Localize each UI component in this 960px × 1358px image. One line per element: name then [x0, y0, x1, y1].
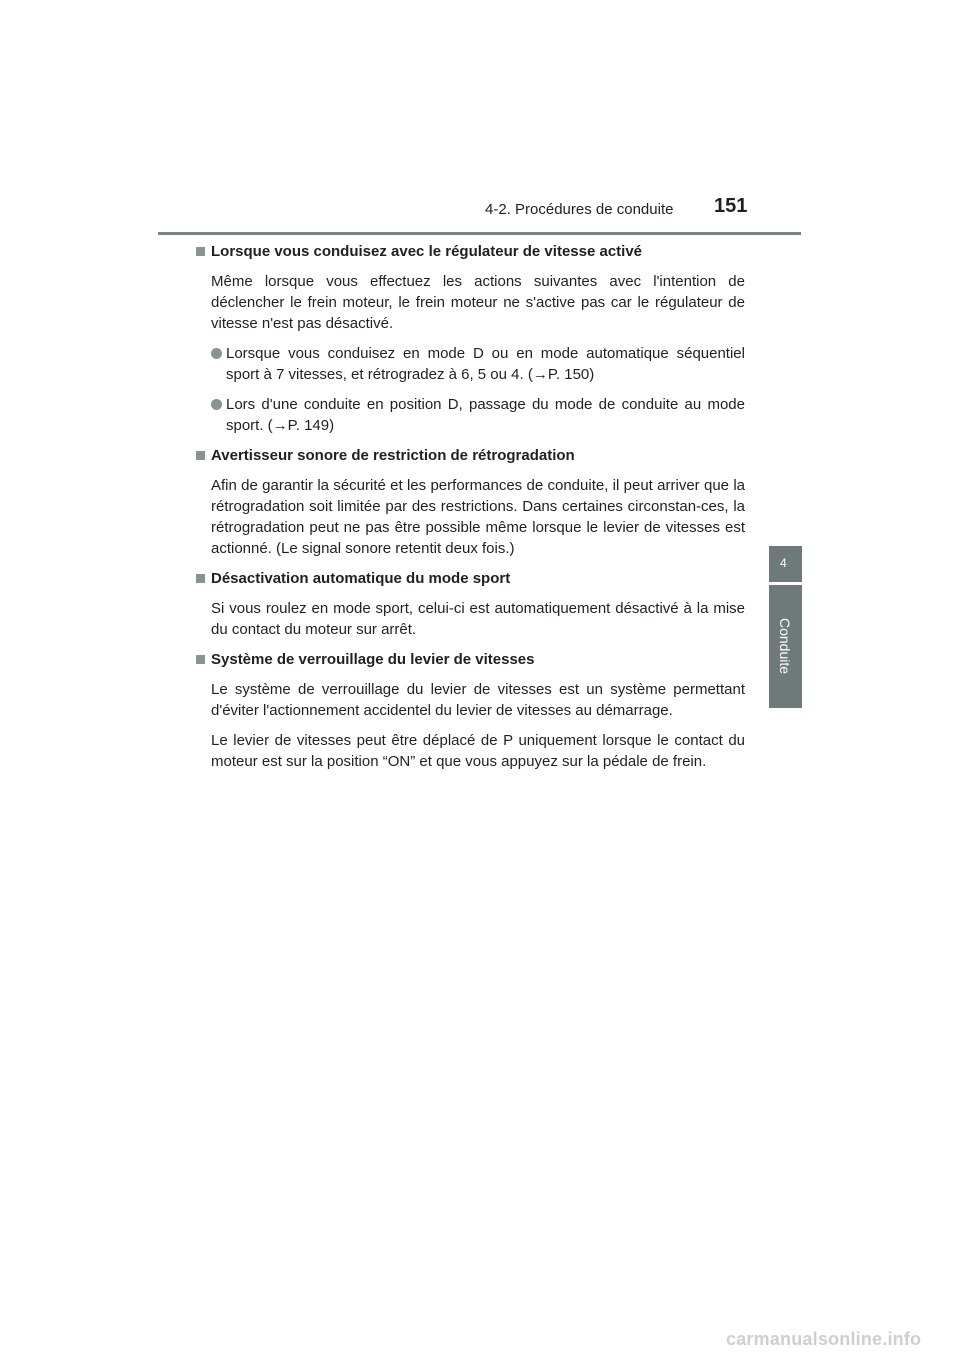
paragraph: Même lorsque vous effectuez les actions suivantes avec l'intention de déclencher le frein moteur, le frein moteur ne s'active pas car le régulateur de vitesse n'est pas désactivé. — [211, 273, 745, 332]
list-item-text: Lorsque vous conduisez en mode D ou en mode automatique séquentiel sport à 7 vitesses, et rétrogradez à 6, 5 ou 4. (→P. 150) — [226, 345, 745, 383]
chapter-label: Conduite — [777, 617, 793, 675]
section-heading-text: Avertisseur sonore de restriction de rétrogradation — [211, 447, 575, 464]
section-heading-text: Désactivation automatique du mode sport — [211, 570, 511, 587]
header-divider — [158, 232, 801, 235]
section-heading — [211, 241, 745, 262]
section-heading — [211, 649, 745, 670]
square-bullet-icon — [196, 247, 205, 256]
page-content — [211, 241, 745, 781]
paragraph: Le levier de vitesses peut être déplacé de P uniquement lorsque le contact du moteur est sur la position “ON” et que vous appuyez sur la pédale de frein. — [211, 732, 745, 770]
section-heading-text: Lorsque vous conduisez avec le régulateur de vitesse activé — [211, 243, 643, 260]
section-heading — [211, 445, 745, 466]
section-title: 4-2. Procédures de conduite — [485, 201, 674, 218]
list-item — [211, 394, 745, 436]
section-heading — [211, 568, 745, 589]
list-item — [211, 343, 745, 385]
square-bullet-icon — [196, 451, 205, 460]
circle-bullet-icon — [211, 399, 222, 410]
circle-bullet-icon — [211, 348, 222, 359]
list-item-text: Lors d'une conduite en position D, passage du mode de conduite au mode sport. (→P. 149) — [226, 396, 745, 434]
paragraph: Si vous roulez en mode sport, celui-ci est automatiquement désactivé à la mise du contact du moteur sur arrêt. — [211, 600, 745, 638]
square-bullet-icon — [196, 655, 205, 664]
chapter-number: 4 — [780, 556, 787, 570]
paragraph: Afin de garantir la sécurité et les performances de conduite, il peut arriver que la rétrogradation soit limitée par des restrictions. Dans certaines circonstan-ces, la rétrogradation peut ne pas être possible même lorsque le levier de vitesses est actionné. (Le signal sonore retentit deux fois.) — [211, 477, 745, 557]
square-bullet-icon — [196, 574, 205, 583]
page-number: 151 — [714, 195, 748, 217]
paragraph: Le système de verrouillage du levier de vitesses est un système permettant d'éviter l'actionnement accidentel du levier de vitesses au démarrage. — [211, 681, 745, 719]
section-heading-text: Système de verrouillage du levier de vitesses — [211, 651, 535, 668]
watermark: carmanualsonline.info — [726, 1329, 922, 1349]
